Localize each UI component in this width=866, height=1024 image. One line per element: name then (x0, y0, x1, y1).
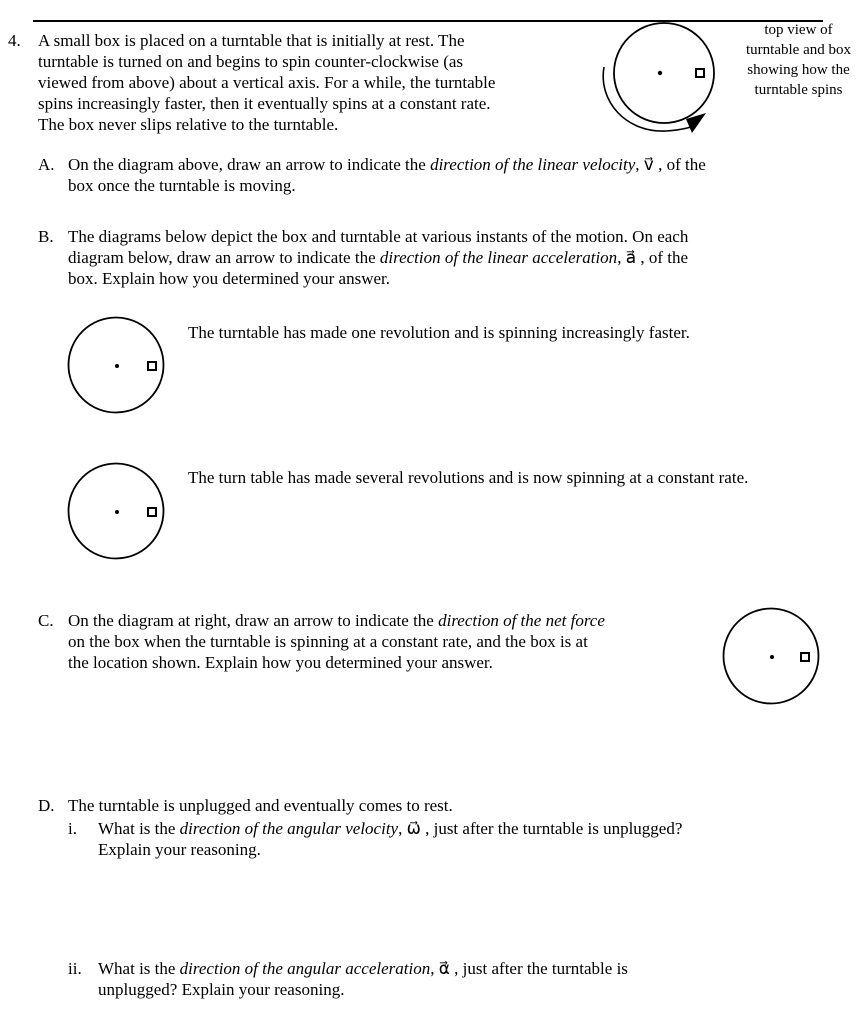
part-d-i-label: i. (68, 819, 77, 838)
b-diagram2-text: The turn table has made several revolutions and is now spinning at a constant rate. (188, 468, 749, 487)
part-b-text (68, 226, 858, 289)
part-b-line: diagram below, draw an arrow to indicate the direction of the linear acceleration, a⃗ , of the (68, 248, 689, 267)
box-icon (148, 508, 156, 516)
part-d-intro: The turntable is unplugged and eventually comes to rest. (68, 796, 453, 815)
part-a-text (68, 154, 848, 196)
diagram-caption (736, 20, 861, 100)
turntable-top-view-icon[interactable] (596, 15, 736, 140)
part-d-ii-line: What is the direction of the angular acceleration, α⃗ , just after the turntable is (98, 959, 628, 978)
part-d-i-line: Explain your reasoning. (98, 840, 261, 859)
center-dot-icon (115, 364, 119, 368)
part-d-ii-label: ii. (68, 959, 82, 978)
box-icon (801, 653, 809, 661)
part-d-ii-line: unplugged? Explain your reasoning. (98, 980, 345, 999)
question-number: 4. (8, 31, 21, 50)
stem-line: spins increasingly faster, then it eventually spins at a constant rate. (38, 94, 491, 113)
part-c-line: On the diagram at right, draw an arrow to indicate the direction of the net force (68, 611, 605, 630)
stem-line: A small box is placed on a turntable that is initially at rest. The (38, 31, 465, 50)
part-a-label: A. (38, 155, 55, 174)
part-c-label: C. (38, 611, 54, 630)
center-dot-icon (770, 655, 774, 659)
part-a-line: box once the turntable is moving. (68, 176, 296, 195)
part-a-line: On the diagram above, draw an arrow to indicate the direction of the linear velocity, v⃗ , of the (68, 155, 706, 174)
center-dot-icon (658, 71, 662, 75)
stem-line: The box never slips relative to the turntable. (38, 115, 339, 134)
box-icon (148, 362, 156, 370)
part-b-label: B. (38, 227, 54, 246)
part-c-line: on the box when the turntable is spinning at a constant rate, and the box is at (68, 632, 588, 651)
caption-line: top view of (764, 22, 833, 38)
part-c-line: the location shown. Explain how you determined your answer. (68, 653, 493, 672)
caption-line: turntable spins (754, 82, 843, 98)
question-stem (38, 30, 598, 135)
part-d-ii-text (98, 958, 858, 1000)
part-b-line: box. Explain how you determined your answer. (68, 269, 390, 288)
turntable-diagram-icon[interactable] (66, 461, 168, 563)
part-b-line: The diagrams below depict the box and turntable at various instants of the motion. On each (68, 227, 689, 246)
part-d-label: D. (38, 796, 55, 815)
caption-line: showing how the (747, 62, 850, 78)
part-c-text (68, 610, 708, 673)
part-d-i-line: What is the direction of the angular velocity, ω⃗ , just after the turntable is unplugged? (98, 819, 683, 838)
ccw-arrow-icon (603, 67, 706, 133)
turntable-diagram-icon[interactable] (721, 606, 823, 708)
caption-line: turntable and box (746, 42, 851, 58)
turntable-diagram-icon[interactable] (66, 315, 168, 417)
stem-line: viewed from above) about a vertical axis. For a while, the turntable (38, 73, 496, 92)
b-diagram1-text: The turntable has made one revolution and is spinning increasingly faster. (188, 323, 690, 342)
box-icon (696, 69, 704, 77)
stem-line: turntable is turned on and begins to spin counter-clockwise (as (38, 52, 464, 71)
part-d-i-text (98, 818, 858, 860)
center-dot-icon (115, 510, 119, 514)
